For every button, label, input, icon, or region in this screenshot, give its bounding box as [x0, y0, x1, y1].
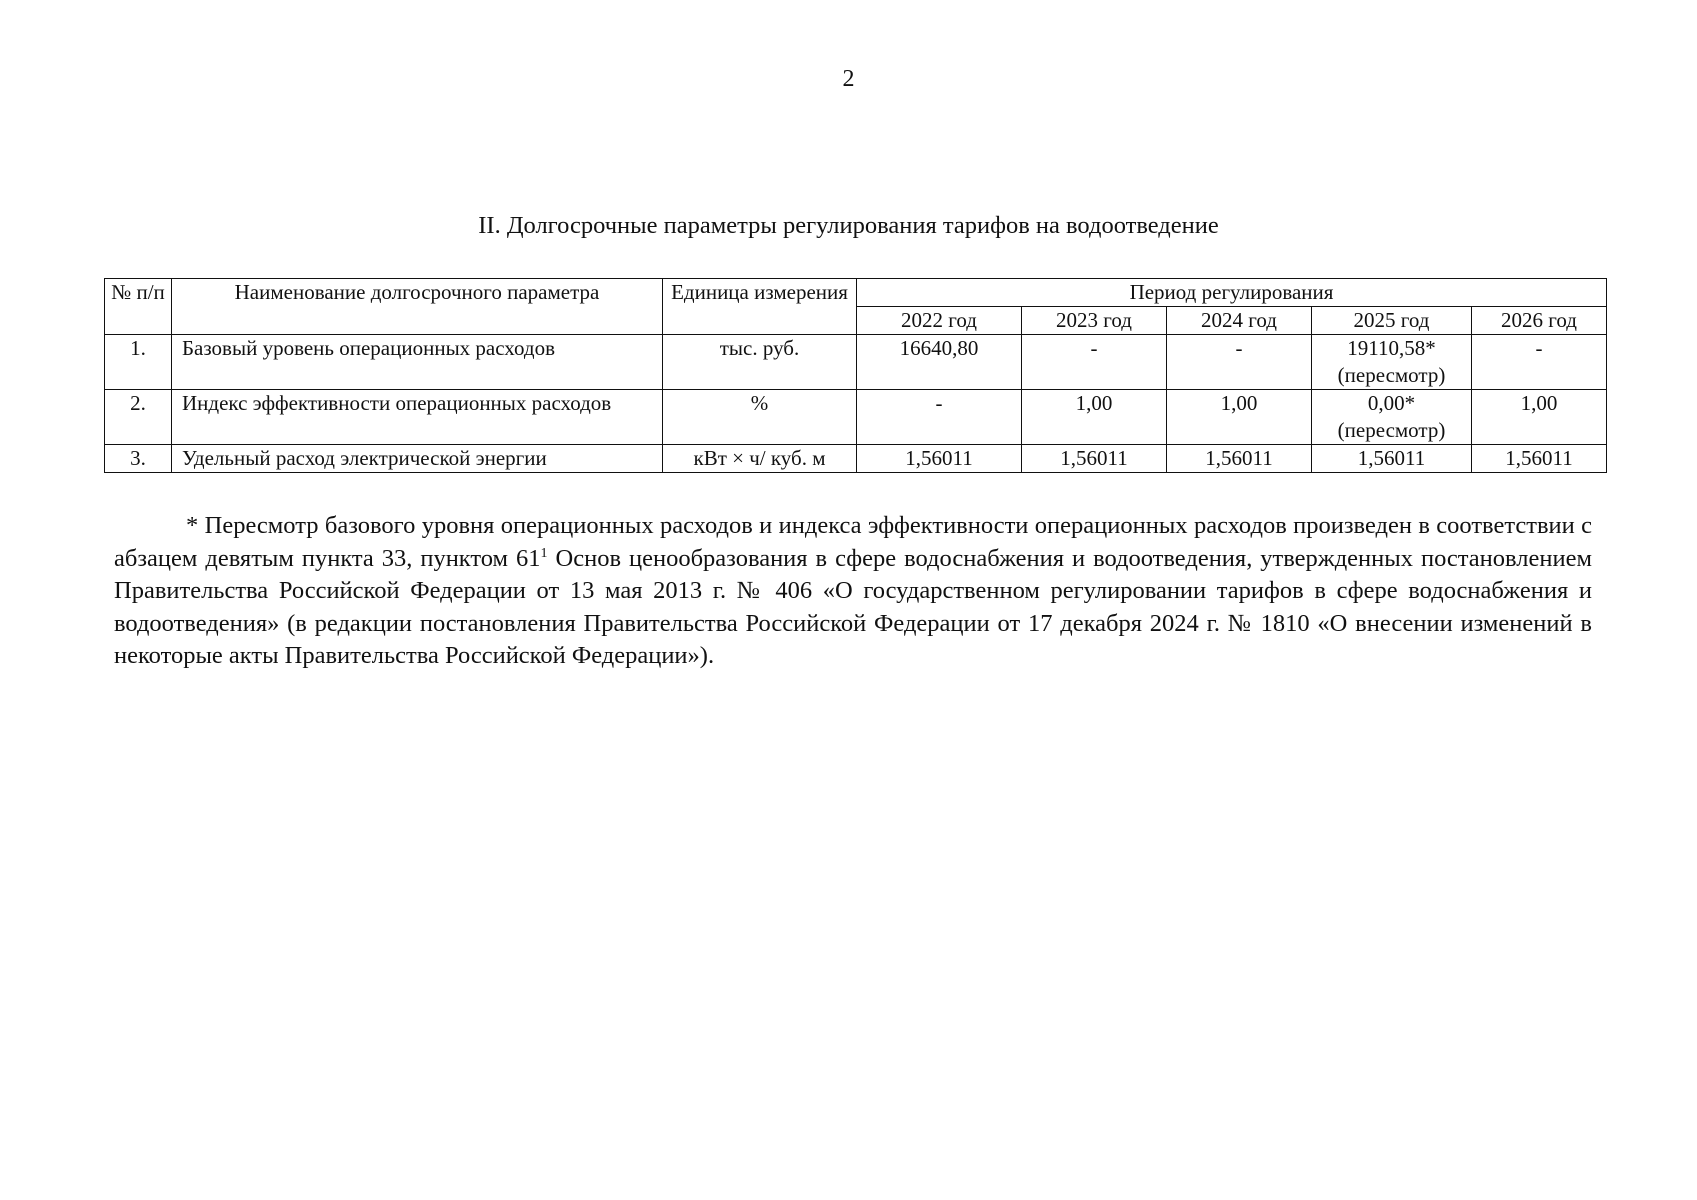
row-value: 1,00	[1022, 390, 1167, 445]
row-num: 2.	[105, 390, 172, 445]
row-value: -	[1022, 335, 1167, 390]
header-year: 2024 год	[1167, 307, 1312, 335]
parameters-table	[104, 278, 1607, 473]
header-year: 2023 год	[1022, 307, 1167, 335]
row-value: 0,00* (пересмотр)	[1312, 390, 1472, 445]
footnote	[114, 510, 1592, 673]
row-value: 1,00	[1167, 390, 1312, 445]
header-unit: Единица измерения	[663, 279, 857, 335]
row-value: 1,56011	[1022, 445, 1167, 473]
row-value: -	[1167, 335, 1312, 390]
row-name: Индекс эффективности операционных расходов	[172, 390, 663, 445]
row-value: 1,00	[1472, 390, 1607, 445]
row-name: Базовый уровень операционных расходов	[172, 335, 663, 390]
row-value: 1,56011	[1312, 445, 1472, 473]
row-num: 1.	[105, 335, 172, 390]
header-num: № п/п	[105, 279, 172, 335]
row-value: 1,56011	[857, 445, 1022, 473]
row-value: 1,56011	[1472, 445, 1607, 473]
header-year: 2026 год	[1472, 307, 1607, 335]
footnote-text: * Пересмотр базового уровня операционных расходов и индекса эффективности операционных расходов произведен в соответствии с абзацем девятым пункта 33, пунктом 61	[114, 512, 1592, 572]
header-year: 2025 год	[1312, 307, 1472, 335]
footnote-superscript: 1	[540, 545, 548, 561]
row-unit: тыс. руб.	[663, 335, 857, 390]
row-value: -	[1472, 335, 1607, 390]
table-row	[105, 335, 1607, 390]
page-number: 2	[842, 66, 855, 92]
row-value: 16640,80	[857, 335, 1022, 390]
footnote-text-continued: Основ ценообразования в сфере водоснабжения и водоотведения, утвержденных постановлением Правительства Российской Федерации от 13 мая 2013 г. № 406 «О государственном регулировании тарифов в сфере водоснабжения и водоотведения» (в редакции постановления Правительства Российской Федерации от 17 декабря 2024 г. № 1810 «О внесении изменений в некоторые акты Правительства Российской Федерации»).	[114, 544, 1592, 670]
row-unit: кВт × ч/ куб. м	[663, 445, 857, 473]
row-value: -	[857, 390, 1022, 445]
table-row	[105, 390, 1607, 445]
row-value: 1,56011	[1167, 445, 1312, 473]
row-name: Удельный расход электрической энергии	[172, 445, 663, 473]
header-period: Период регулирования	[857, 279, 1607, 307]
row-value: 19110,58* (пересмотр)	[1312, 335, 1472, 390]
header-year: 2022 год	[857, 307, 1022, 335]
table-row	[105, 445, 1607, 473]
header-name: Наименование долгосрочного параметра	[172, 279, 663, 335]
row-num: 3.	[105, 445, 172, 473]
row-unit: %	[663, 390, 857, 445]
section-title: II. Долгосрочные параметры регулирования тарифов на водоотведение	[478, 212, 1219, 239]
